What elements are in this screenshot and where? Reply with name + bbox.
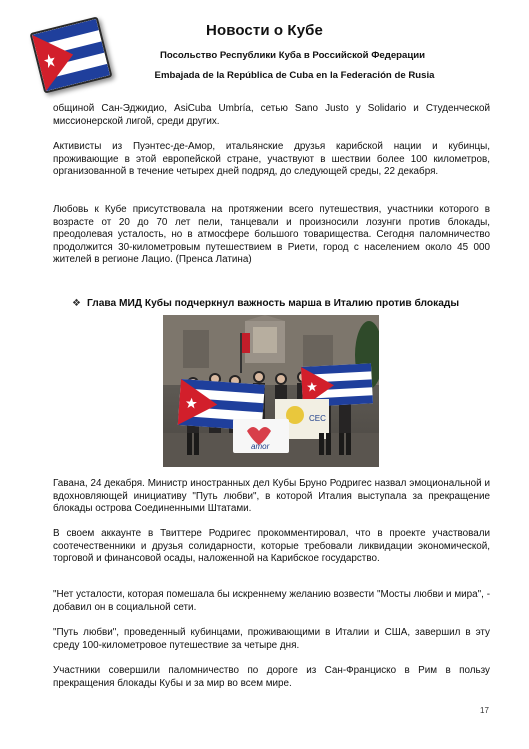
banner-text-amor: amor [251,442,270,451]
paragraph: "Нет усталости, которая помешала бы искреннему желанию возвести "Мосты любви и мира", - добавил он в социальной сети. [53,589,490,613]
paragraph: Любовь к Кубе присутствовала на протяжении всего путешествия, участники которого в возрасте от 20 до 70 лет пели, танцевали и произносили лозунги против блокады, преодолевая усталость, но в атмосфере большого товарищества. Сегодня паломничество продолжится 30-километровым путешествием в Риети, город с населением около 45 000 жителей в регионе Лацио. (Пренса Латина) [53,204,490,265]
article-heading [72,298,459,309]
diamond-bullet-icon: ❖ [72,298,81,309]
paragraph: Участники совершили паломничество по дороге из Сан-Франциско в Рим в пользу прекращения блокады Кубы и за мир во всем мире. [53,665,490,689]
embassy-name-es: Embajada de la República de Cuba en la Federación de Rusia [154,70,435,81]
paragraph: общиной Сан-Эджидио, AsiCuba Umbría, сетью Sano Justo y Solidario и Студенческой миссионерской лигой, среди других. [53,103,490,127]
page-number: 17 [480,706,489,715]
banner-text-cec: CEC [309,414,326,423]
group-photo-with-flags-icon [163,315,379,467]
paragraph: "Путь любви", проведенный кубинцами, проживающими в Италии и США, завершил в эту среду 100-километровое путешествие за четыре дня. [53,627,490,651]
paragraph: В своем аккаунте в Твиттере Родригес прокомментировал, что в проекте участвовали соотечественники и друзья солидарности, которые требовали ликвидации экономической, торговой и финансовой осады, наложенной на Карибское государство. [53,528,490,564]
page-title: Новости о Кубе [206,22,323,39]
paragraph: Активисты из Пуэнтес-де-Амор, итальянские друзья карибской нации и кубинцы, проживающие в этой европейской стране, участвуют в шествии более 100 километров, организованной в течение четырех дней подряд, до следующей среды, 22 декабря. [53,141,490,177]
article-heading-text: Глава МИД Кубы подчеркнул важность марша в Италию против блокады [86,298,460,309]
paragraph: Гавана, 24 декабря. Министр иностранных дел Кубы Бруно Родригес назвал эмоциональной и вдохновляющей инициативу "Путь любви", в которой Италия выступала за прекращение блокады острова Соединенными Штатами. [53,478,490,514]
embassy-name-ru: Посольство Республики Куба в Российской Федерации [159,50,426,61]
